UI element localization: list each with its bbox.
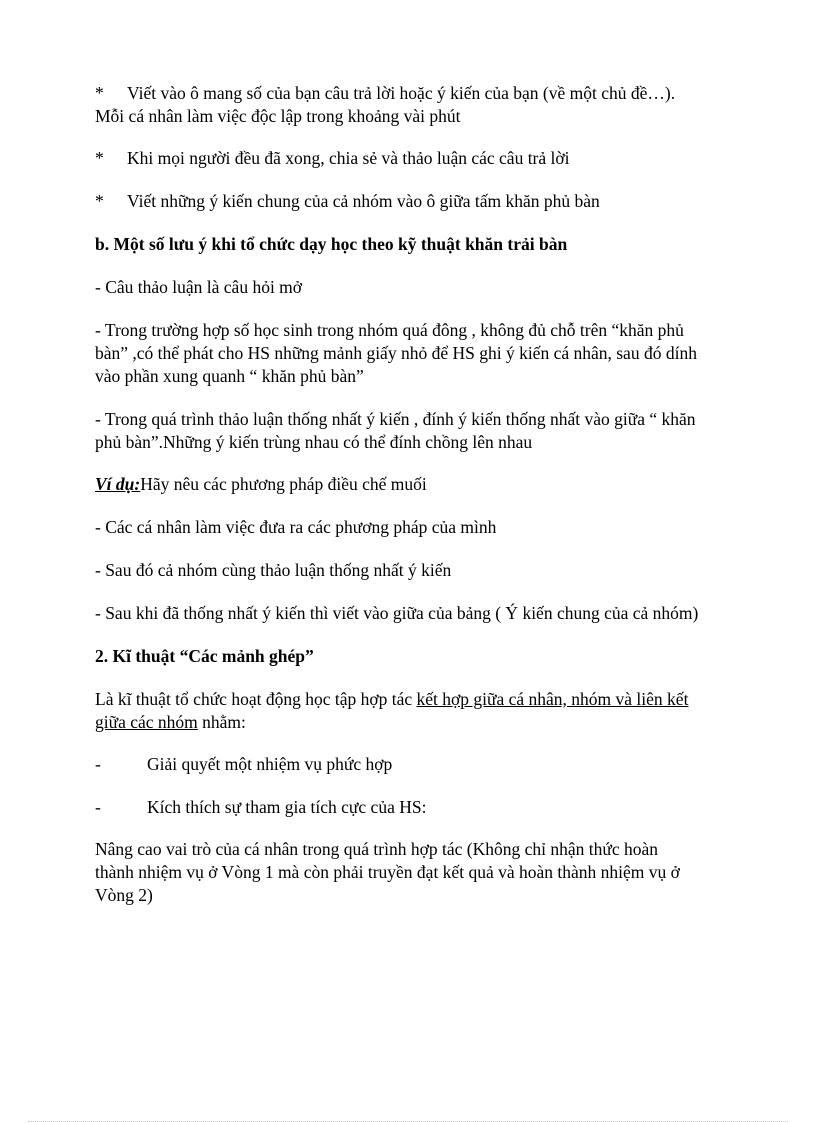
example-item: - Sau khi đã thống nhất ý kiến thì viết vào giữa của bảng ( Ý kiến chung của cả nhóm) (95, 603, 699, 623)
intro-underlined: giữa các nhóm (95, 712, 198, 732)
bullet-text-continued: Mỗi cá nhân làm việc độc lập trong khoảng vài phút (95, 106, 461, 126)
example-item: - Các cá nhân làm việc đưa ra các phương pháp của mình (95, 517, 497, 537)
dash-marker: - (95, 754, 101, 774)
bullet-marker: * (95, 191, 104, 211)
bullet-marker: * (95, 83, 104, 103)
section-2-intro-continued (95, 711, 755, 734)
example-label: Ví dụ: (95, 474, 141, 494)
example-item: - Sau đó cả nhóm cùng thảo luận thống nhất ý kiến (95, 560, 452, 580)
dash-item-text: Kích thích sự tham gia tích cực của HS: (147, 797, 427, 817)
note-item-continued: phủ bàn”.Những ý kiến trùng nhau có thể đính chồng lên nhau (95, 432, 533, 452)
note-item: - Trong quá trình thảo luận thống nhất ý kiến , đính ý kiến thống nhất vào giữa “ khăn (95, 409, 696, 429)
bullet-text: Khi mọi người đều đã xong, chia sẻ và thảo luận các câu trả lời (127, 148, 570, 168)
section-2-intro (95, 688, 755, 711)
closing-paragraph-line: Nâng cao vai trò của cá nhân trong quá trình hợp tác (Không chỉ nhận thức hoàn (95, 839, 658, 859)
example-text: Hãy nêu các phương pháp điều chế muối (140, 474, 427, 494)
page-bottom-border (28, 1121, 788, 1122)
note-item: - Trong trường hợp số học sinh trong nhóm quá đông , không đủ chỗ trên “khăn phủ (95, 320, 684, 340)
intro-prefix: Là kĩ thuật tổ chức hoạt động học tập hợp tác (95, 689, 417, 709)
intro-underlined: kết hợp giữa cá nhân, nhóm và liên kết (416, 689, 689, 709)
closing-paragraph-line: Vòng 2) (95, 885, 153, 905)
dash-item-text: Giải quyết một nhiệm vụ phức hợp (147, 754, 393, 774)
intro-suffix: nhằm: (197, 712, 246, 732)
note-item-continued: vào phần xung quanh “ khăn phủ bàn” (95, 366, 364, 386)
section-2-heading: 2. Kĩ thuật “Các mảnh ghép” (95, 646, 314, 666)
note-item-continued: bàn” ,có thể phát cho HS những mảnh giấy nhỏ để HS ghi ý kiến cá nhân, sau đó dính (95, 343, 697, 363)
bullet-text: Viết vào ô mang số của bạn câu trả lời hoặc ý kiến của bạn (về một chủ đề…). (127, 83, 676, 103)
dash-marker: - (95, 797, 101, 817)
closing-paragraph-line: thành nhiệm vụ ở Vòng 1 mà còn phải truyền đạt kết quả và hoàn thành nhiệm vụ ở (95, 862, 680, 882)
example-line (95, 473, 755, 496)
bullet-marker: * (95, 148, 104, 168)
bullet-text: Viết những ý kiến chung của cả nhóm vào ô giữa tấm khăn phủ bàn (127, 191, 600, 211)
note-item: - Câu thảo luận là câu hỏi mở (95, 277, 303, 297)
section-b-heading: b. Một số lưu ý khi tổ chức dạy học theo kỹ thuật khăn trải bàn (95, 234, 568, 254)
